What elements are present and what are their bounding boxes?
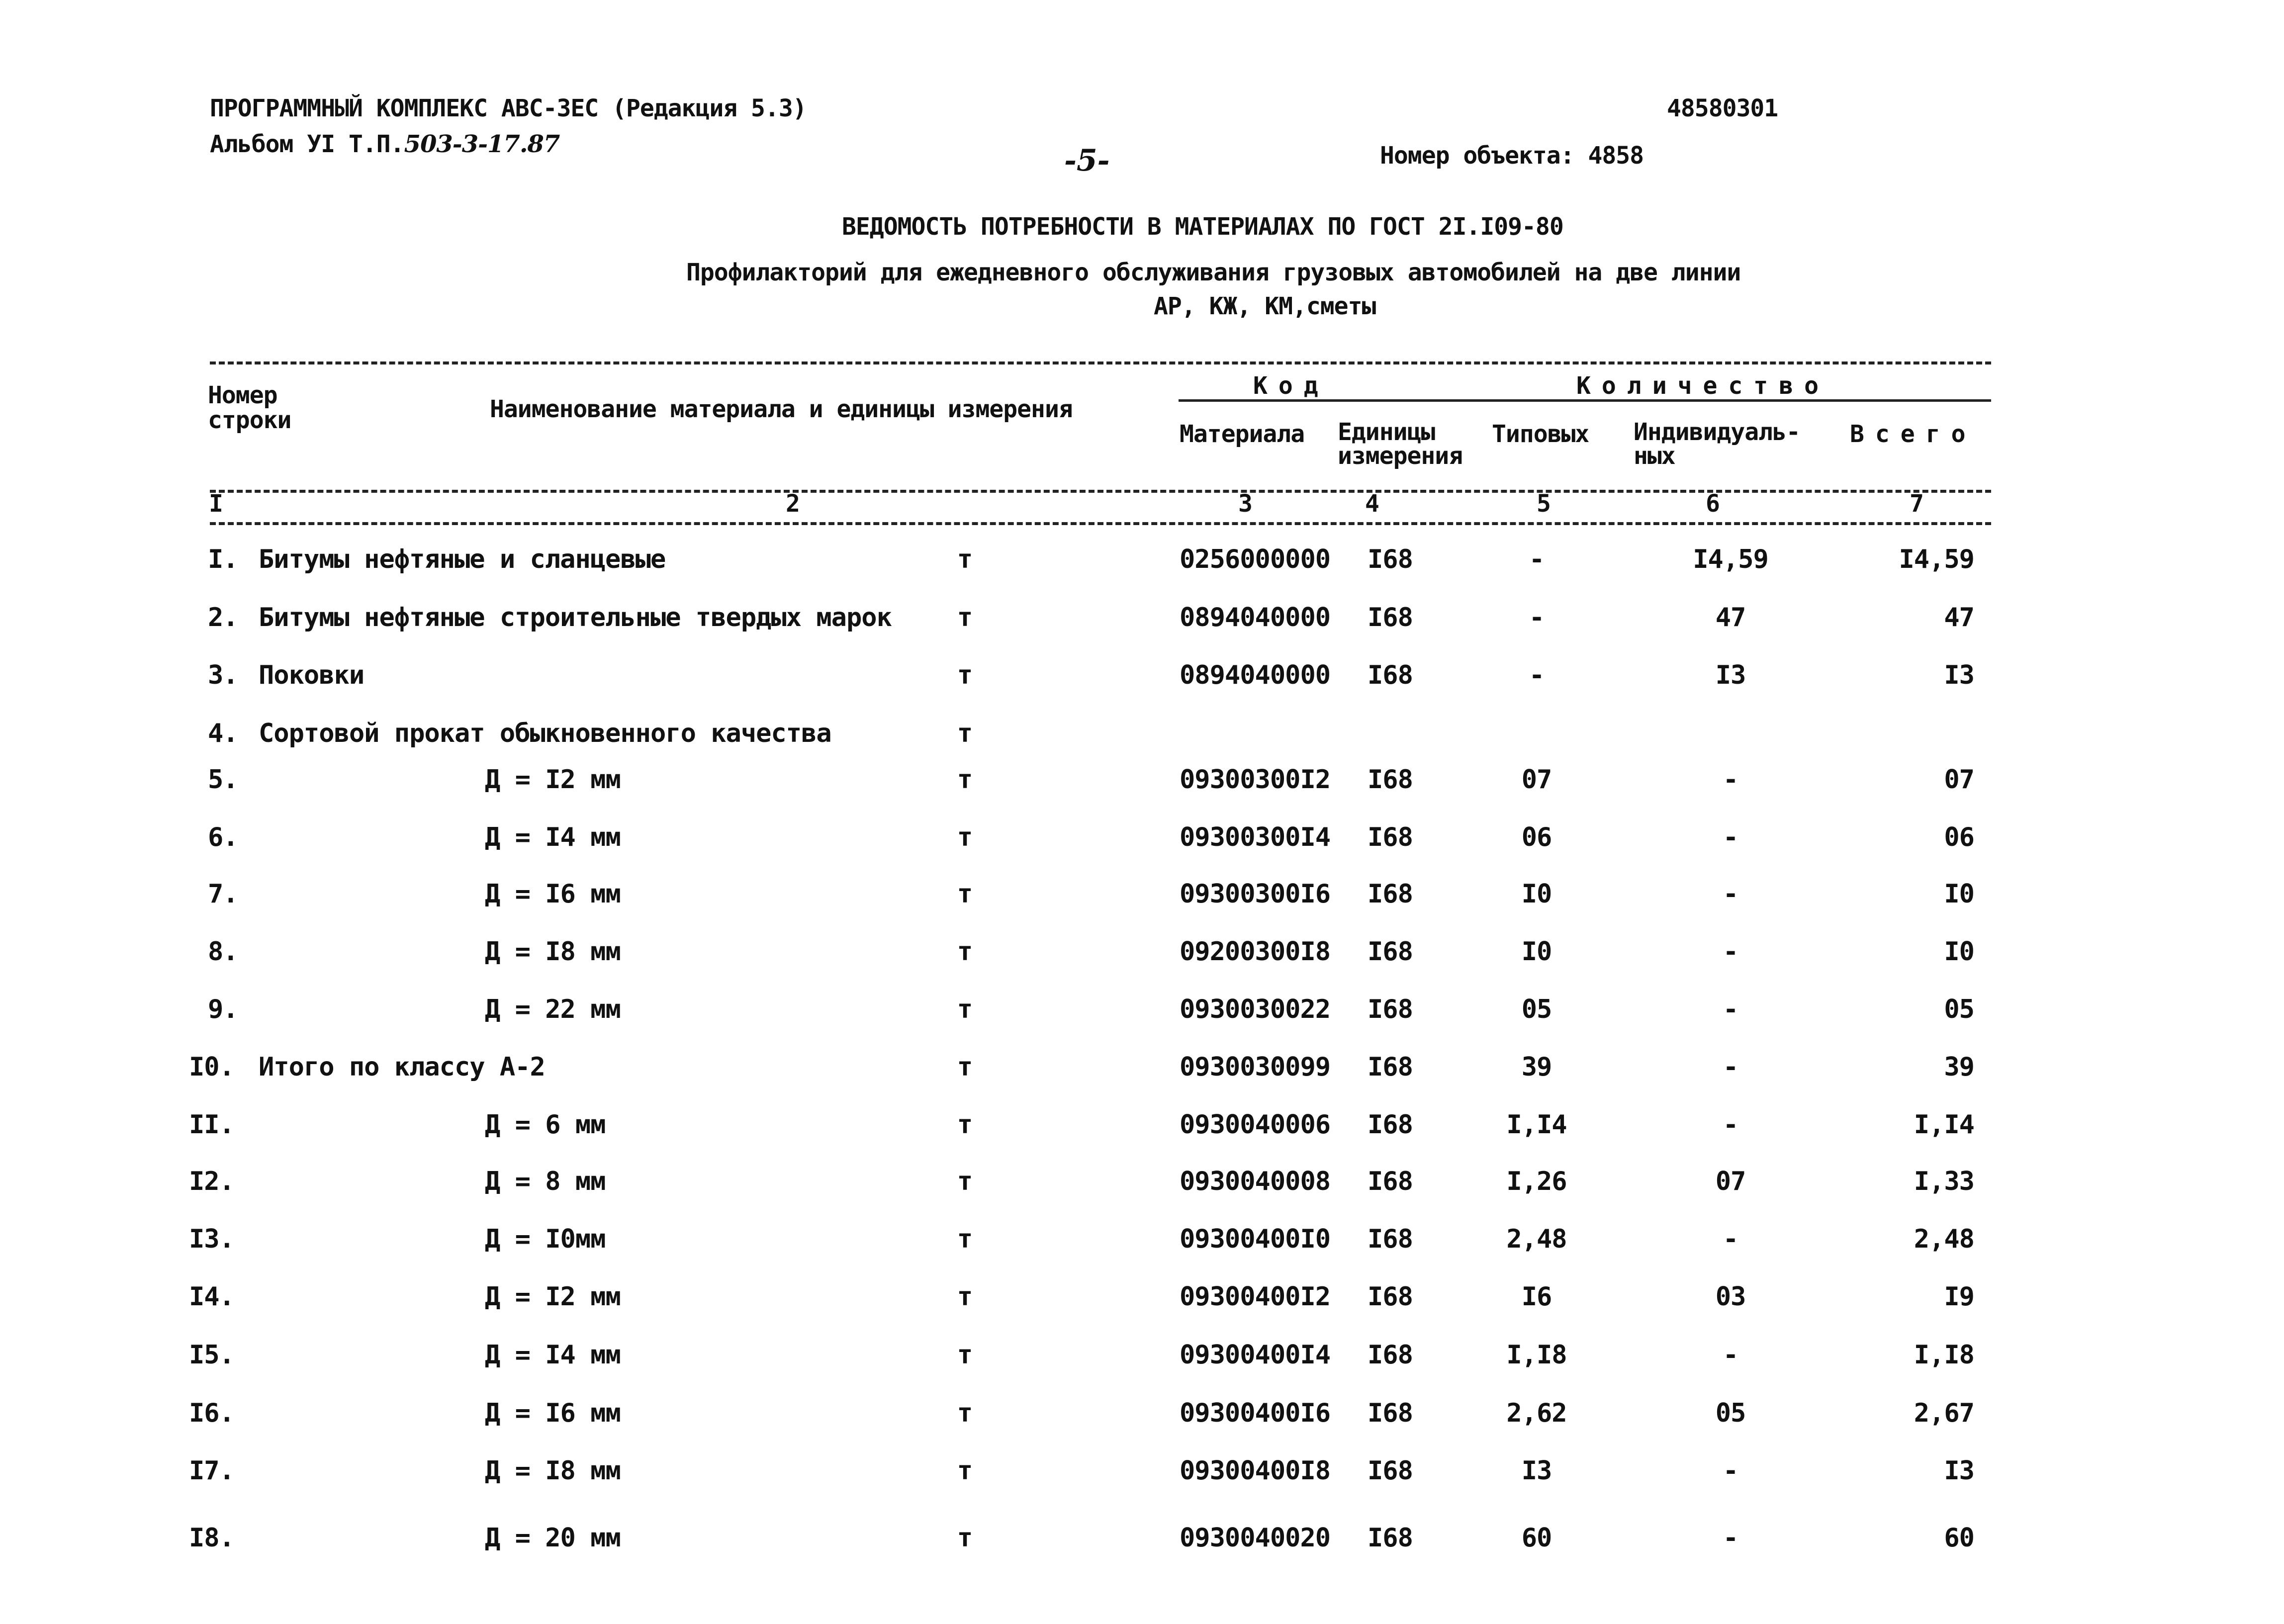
qty-typical: 07 bbox=[1521, 765, 1552, 795]
qty-typical: 39 bbox=[1521, 1052, 1552, 1082]
qty-individual: - bbox=[1723, 1523, 1738, 1553]
material-name: Д = I8 мм bbox=[485, 937, 621, 967]
row-number: 6. bbox=[208, 822, 238, 852]
row-number: I. bbox=[208, 544, 238, 574]
qty-total: 47 bbox=[1944, 603, 1974, 632]
unit-measure: т bbox=[957, 1224, 973, 1254]
material-code: 09300300I2 bbox=[1180, 765, 1331, 795]
qty-total: 06 bbox=[1944, 822, 1974, 852]
material-code: 0930040020 bbox=[1180, 1523, 1331, 1553]
material-name: Д = I4 мм bbox=[485, 822, 621, 852]
material-name: Д = I4 мм bbox=[485, 1340, 621, 1370]
qty-typical: I,I4 bbox=[1506, 1110, 1567, 1140]
unit-code: I68 bbox=[1368, 1456, 1413, 1486]
qty-total: 39 bbox=[1944, 1052, 1974, 1082]
material-name: Битумы нефтяные и сланцевые bbox=[259, 544, 666, 574]
column-numbers-top-rule bbox=[210, 490, 1991, 493]
group-header-code: Код bbox=[1253, 372, 1329, 400]
row-number: 2. bbox=[208, 603, 238, 632]
qty-total: I9 bbox=[1944, 1282, 1974, 1312]
unit-measure: т bbox=[957, 1282, 973, 1312]
document-number: 48580301 bbox=[1667, 94, 1778, 122]
material-code: 09300400I8 bbox=[1180, 1456, 1331, 1486]
unit-measure: т bbox=[957, 719, 973, 748]
unit-code: I68 bbox=[1368, 765, 1413, 795]
object-number: Номер объекта: 4858 bbox=[1380, 142, 1644, 170]
material-name: Поковки bbox=[259, 660, 365, 690]
qty-individual: 03 bbox=[1715, 1282, 1746, 1312]
material-code: 09300400I0 bbox=[1180, 1224, 1331, 1254]
document-title: ВЕДОМОСТЬ ПОТРЕБНОСТИ В МАТЕРИАЛАХ ПО ГОСТ 2I.I09-80 bbox=[842, 213, 1563, 241]
unit-measure: т bbox=[957, 1052, 973, 1082]
qty-typical: I,26 bbox=[1506, 1167, 1567, 1196]
col-number-1: I bbox=[209, 490, 223, 518]
row-number: I7. bbox=[189, 1456, 234, 1486]
row-number: 4. bbox=[208, 719, 238, 748]
qty-typical: 06 bbox=[1521, 822, 1552, 852]
qty-typical: I0 bbox=[1521, 937, 1552, 967]
album-line bbox=[210, 130, 559, 158]
row-number: II. bbox=[189, 1110, 234, 1140]
unit-measure: т bbox=[957, 1398, 973, 1428]
row-number: 5. bbox=[208, 765, 238, 795]
row-number: I2. bbox=[189, 1167, 234, 1196]
qty-typical: 60 bbox=[1521, 1523, 1552, 1553]
column-numbers-bottom-rule bbox=[210, 522, 1991, 525]
qty-typical: 05 bbox=[1521, 994, 1552, 1024]
qty-individual: - bbox=[1723, 879, 1738, 909]
row-number: 8. bbox=[208, 937, 238, 967]
material-name: Сортовой прокат обыкновенного качества bbox=[259, 719, 831, 748]
qty-individual: I3 bbox=[1715, 660, 1746, 690]
unit-code: I68 bbox=[1368, 1282, 1413, 1312]
document-subtitle: Профилакторий для ежедневного обслуживания грузовых автомобилей на две линии bbox=[686, 259, 1741, 286]
material-code: 09300300I4 bbox=[1180, 822, 1331, 852]
row-number: I8. bbox=[189, 1523, 234, 1553]
unit-code: I68 bbox=[1368, 660, 1413, 690]
unit-code: I68 bbox=[1368, 1110, 1413, 1140]
qty-individual: 47 bbox=[1715, 603, 1746, 632]
material-code: 0894040000 bbox=[1180, 603, 1331, 632]
unit-code: I68 bbox=[1368, 603, 1413, 632]
qty-individual: - bbox=[1723, 822, 1738, 852]
unit-measure: т bbox=[957, 1167, 973, 1196]
col-number-6: 6 bbox=[1706, 490, 1720, 518]
material-name: Д = I8 мм bbox=[485, 1456, 621, 1486]
qty-typical: I3 bbox=[1521, 1456, 1552, 1486]
col-number-7: 7 bbox=[1910, 490, 1923, 518]
material-name: Д = 22 мм bbox=[485, 994, 621, 1024]
qty-typical: 2,48 bbox=[1506, 1224, 1567, 1254]
qty-total: 60 bbox=[1944, 1523, 1974, 1553]
unit-measure: т bbox=[957, 994, 973, 1024]
col-header-name: Наименование материала и единицы измерения bbox=[490, 395, 1073, 423]
material-code: 0930040008 bbox=[1180, 1167, 1331, 1196]
unit-code: I68 bbox=[1368, 544, 1413, 574]
col-number-3: 3 bbox=[1238, 490, 1252, 518]
qty-individual: - bbox=[1723, 1110, 1738, 1140]
qty-total: 2,67 bbox=[1914, 1398, 1974, 1428]
col-header-typical: Типовых bbox=[1492, 420, 1589, 448]
col-number-4: 4 bbox=[1365, 490, 1379, 518]
group-header-quantity: Количество bbox=[1576, 372, 1829, 400]
qty-individual: 07 bbox=[1715, 1167, 1746, 1196]
material-code: 09300400I4 bbox=[1180, 1340, 1331, 1370]
qty-total: I,33 bbox=[1914, 1167, 1974, 1196]
row-number: I4. bbox=[189, 1282, 234, 1312]
program-line: ПРОГРАММНЫЙ КОМПЛЕКС АВС-ЗЕС (Редакция 5.3) bbox=[210, 94, 807, 122]
qty-total: I0 bbox=[1944, 937, 1974, 967]
unit-code: I68 bbox=[1368, 1398, 1413, 1428]
material-code: 09300300I6 bbox=[1180, 879, 1331, 909]
material-code: 0894040000 bbox=[1180, 660, 1331, 690]
col-header-individual: Индивидуаль- ных bbox=[1634, 418, 1800, 470]
qty-individual: - bbox=[1723, 1052, 1738, 1082]
page-number: -5- bbox=[1064, 143, 1110, 178]
qty-individual: - bbox=[1723, 1456, 1738, 1486]
material-code: 0930040006 bbox=[1180, 1110, 1331, 1140]
row-number: 7. bbox=[208, 879, 238, 909]
unit-code: I68 bbox=[1368, 1052, 1413, 1082]
material-code: 09300400I2 bbox=[1180, 1282, 1331, 1312]
material-name: Битумы нефтяные строительные твердых марок bbox=[259, 603, 892, 632]
unit-measure: т bbox=[957, 603, 973, 632]
qty-typical: - bbox=[1529, 603, 1545, 632]
qty-total: I,I4 bbox=[1914, 1110, 1974, 1140]
qty-total: 07 bbox=[1944, 765, 1974, 795]
col-number-2: 2 bbox=[786, 490, 800, 518]
qty-individual: - bbox=[1723, 1340, 1738, 1370]
unit-code: I68 bbox=[1368, 1224, 1413, 1254]
qty-typical: 2,62 bbox=[1506, 1398, 1567, 1428]
qty-individual: - bbox=[1723, 994, 1738, 1024]
col-number-5: 5 bbox=[1537, 490, 1551, 518]
row-number: I6. bbox=[189, 1398, 234, 1428]
unit-measure: т bbox=[957, 660, 973, 690]
unit-measure: т bbox=[957, 879, 973, 909]
material-name: Д = 8 мм bbox=[485, 1167, 606, 1196]
unit-measure: т bbox=[957, 1523, 973, 1553]
material-name: Д = I6 мм bbox=[485, 879, 621, 909]
unit-measure: т bbox=[957, 1110, 973, 1140]
row-number: I3. bbox=[189, 1224, 234, 1254]
unit-code: I68 bbox=[1368, 1523, 1413, 1553]
material-name: Д = I2 мм bbox=[485, 1282, 621, 1312]
qty-total: I4,59 bbox=[1899, 544, 1974, 574]
qty-individual: - bbox=[1723, 937, 1738, 967]
unit-code: I68 bbox=[1368, 1340, 1413, 1370]
unit-measure: т bbox=[957, 937, 973, 967]
unit-code: I68 bbox=[1368, 1167, 1413, 1196]
qty-typical: - bbox=[1529, 544, 1545, 574]
col-header-row-number: Номер строки bbox=[208, 381, 291, 434]
qty-total: I,I8 bbox=[1914, 1340, 1974, 1370]
row-number: I0. bbox=[189, 1052, 234, 1082]
material-name: Итого по классу А-2 bbox=[259, 1052, 545, 1082]
qty-total: 05 bbox=[1944, 994, 1974, 1024]
row-number: 9. bbox=[208, 994, 238, 1024]
unit-code: I68 bbox=[1368, 879, 1413, 909]
group-header-rule bbox=[1179, 399, 1991, 402]
document-sections: АР, КЖ, КМ,сметы bbox=[1154, 292, 1376, 320]
qty-total: 2,48 bbox=[1914, 1224, 1974, 1254]
material-name: Д = I6 мм bbox=[485, 1398, 621, 1428]
album-prefix: Альбом УI Т.П. bbox=[210, 130, 404, 158]
qty-total: I3 bbox=[1944, 660, 1974, 690]
row-number: I5. bbox=[189, 1340, 234, 1370]
qty-individual: I4,59 bbox=[1693, 544, 1768, 574]
material-code: 09300400I6 bbox=[1180, 1398, 1331, 1428]
unit-measure: т bbox=[957, 544, 973, 574]
col-header-unit: Единицы измерения bbox=[1338, 418, 1463, 470]
row-number: 3. bbox=[208, 660, 238, 690]
qty-individual: - bbox=[1723, 765, 1738, 795]
table-top-rule bbox=[210, 361, 1991, 364]
material-code: 0930030022 bbox=[1180, 994, 1331, 1024]
unit-measure: т bbox=[957, 765, 973, 795]
material-name: Д = 6 мм bbox=[485, 1110, 606, 1140]
unit-measure: т bbox=[957, 1456, 973, 1486]
qty-typical: - bbox=[1529, 660, 1545, 690]
material-code: 09200300I8 bbox=[1180, 937, 1331, 967]
material-name: Д = I2 мм bbox=[485, 765, 621, 795]
col-header-material: Материала bbox=[1180, 420, 1305, 448]
unit-code: I68 bbox=[1368, 937, 1413, 967]
qty-typical: I,I8 bbox=[1506, 1340, 1567, 1370]
material-name: Д = 20 мм bbox=[485, 1523, 621, 1553]
unit-code: I68 bbox=[1368, 994, 1413, 1024]
material-code: 0930030099 bbox=[1180, 1052, 1331, 1082]
qty-total: I3 bbox=[1944, 1456, 1974, 1486]
unit-measure: т bbox=[957, 1340, 973, 1370]
qty-individual: 05 bbox=[1715, 1398, 1746, 1428]
album-number: 503-3-17.87 bbox=[404, 130, 560, 158]
qty-individual: - bbox=[1723, 1224, 1738, 1254]
unit-measure: т bbox=[957, 822, 973, 852]
material-code: 0256000000 bbox=[1180, 544, 1331, 574]
col-header-total: Всего bbox=[1850, 420, 1977, 448]
qty-total: I0 bbox=[1944, 879, 1974, 909]
qty-typical: I6 bbox=[1521, 1282, 1552, 1312]
unit-code: I68 bbox=[1368, 822, 1413, 852]
qty-typical: I0 bbox=[1521, 879, 1552, 909]
material-name: Д = I0мм bbox=[485, 1224, 606, 1254]
